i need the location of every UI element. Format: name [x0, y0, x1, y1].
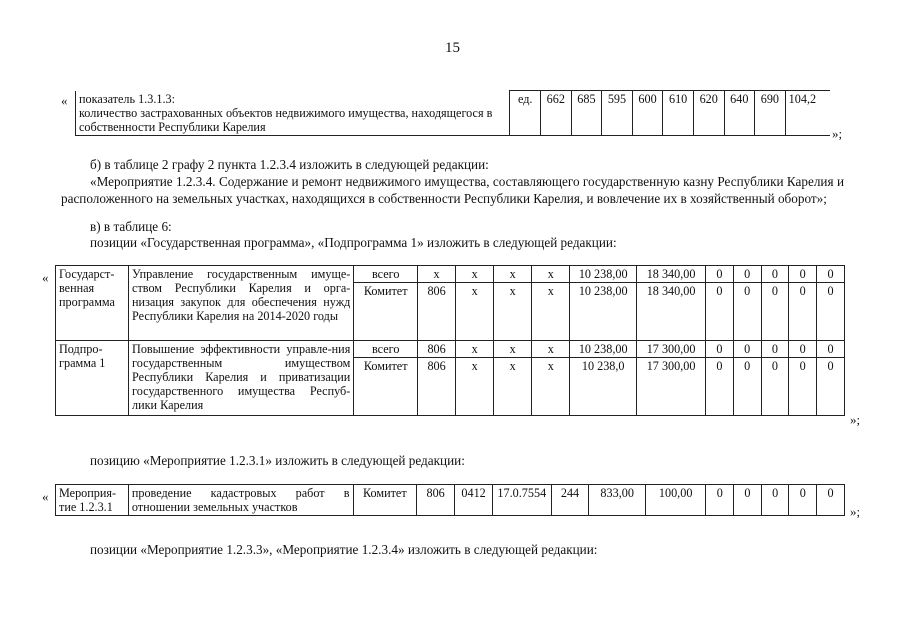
code-cell: х	[456, 266, 494, 283]
open-quote-3: «	[42, 489, 49, 504]
indicator-label: показатель 1.3.1.3:	[79, 91, 175, 106]
code-cell: х	[418, 266, 456, 283]
amount-cell: 0	[734, 485, 762, 516]
amount-cell: 0	[789, 266, 817, 283]
level-cell: Подпро-грамма 1	[56, 341, 129, 416]
value-cell: 104,2	[785, 91, 830, 136]
amount-cell: 0	[789, 341, 817, 358]
amount-cell: 0	[789, 283, 817, 341]
program-table	[55, 265, 845, 416]
amount-cell: 0	[706, 341, 734, 358]
amount-cell: 0	[817, 358, 845, 416]
code-cell: 806	[418, 341, 456, 358]
amount-cell: 0	[706, 485, 734, 516]
source-cell: Комитет	[354, 358, 418, 416]
value-cell: 610	[663, 91, 694, 136]
amount-cell: 0	[706, 283, 734, 341]
para-position-m: позицию «Мероприятие 1.2.3.1» изложить в следующей редакции:	[90, 453, 465, 468]
amount-cell: 0	[733, 341, 761, 358]
amount-cell: 0	[761, 266, 789, 283]
amount-cell: 0	[706, 266, 734, 283]
indicator-table	[75, 90, 830, 136]
amount-cell: 0	[789, 485, 817, 516]
amount-cell: 0	[817, 485, 845, 516]
table-row	[56, 266, 845, 283]
unit-cell: ед.	[510, 91, 541, 136]
amount-cell: 0	[733, 266, 761, 283]
amount-cell: 10 238,0	[570, 358, 637, 416]
name-cell: проведение кадастровых работ в отношении земельных участков	[128, 485, 353, 516]
table-row	[76, 91, 831, 136]
table-row	[56, 341, 845, 358]
code-cell: 806	[417, 485, 455, 516]
source-cell: всего	[354, 266, 418, 283]
amount-cell: 17 300,00	[637, 358, 706, 416]
value-cell: 640	[724, 91, 755, 136]
name-cell: Повышение эффективности управле-ния государственным имуществом Республики Карелия и приватизации государственного имущества Респуб-лики Карелия	[129, 341, 354, 416]
amount-cell: 10 238,00	[570, 266, 637, 283]
code-cell: х	[456, 283, 494, 341]
indicator-desc: количество застрахованных объектов недвижимого имущества, находящегося в собственности Республики Карелия	[79, 105, 493, 134]
code-cell: х	[532, 283, 570, 341]
level-cell: Мероприя-тие 1.2.3.1	[56, 485, 129, 516]
open-quote-2: «	[42, 270, 49, 285]
amount-cell: 0	[761, 485, 789, 516]
amount-cell: 0	[817, 283, 845, 341]
value-cell: 620	[693, 91, 724, 136]
para-quote: «Мероприятие 1.2.3.4. Содержание и ремонт недвижимого имущества, составляющего государственную казну Республики Карелия и расположенного на земельных участках, находящихся в собственности Республики Карелия, и вовлечение их в хозяйственный оборот»;	[61, 174, 844, 206]
source-cell: всего	[354, 341, 418, 358]
code-cell: х	[532, 266, 570, 283]
amount-cell: 18 340,00	[637, 266, 706, 283]
para-v: в) в таблице 6:	[90, 219, 172, 234]
amount-cell: 0	[761, 283, 789, 341]
amount-cell: 0	[733, 283, 761, 341]
amount-cell: 0	[706, 358, 734, 416]
page-number: 15	[445, 40, 460, 56]
value-cell: 595	[602, 91, 633, 136]
close-quote-2: »;	[850, 412, 861, 427]
amount-cell: 10 238,00	[570, 283, 637, 341]
amount-cell: 18 340,00	[637, 283, 706, 341]
amount-cell: 0	[817, 341, 845, 358]
amount-cell: 0	[789, 358, 817, 416]
para-positions: позиции «Государственная программа», «Подпрограмма 1» изложить в следующей редакции:	[90, 235, 617, 250]
code-cell: х	[494, 283, 532, 341]
code-cell: 17.0.7554	[493, 485, 551, 516]
indicator-cell	[76, 91, 510, 136]
code-cell: х	[494, 266, 532, 283]
close-quote-1: »;	[832, 126, 843, 141]
code-cell: 244	[551, 485, 589, 516]
code-cell: 806	[418, 358, 456, 416]
amount-cell: 0	[817, 266, 845, 283]
value-cell: 600	[632, 91, 663, 136]
amount-cell: 0	[733, 358, 761, 416]
code-cell: х	[532, 341, 570, 358]
amount-cell: 833,00	[589, 485, 645, 516]
code-cell: х	[532, 358, 570, 416]
value-cell: 690	[755, 91, 786, 136]
source-cell: Комитет	[354, 283, 418, 341]
source-cell: Комитет	[353, 485, 417, 516]
code-cell: х	[494, 341, 532, 358]
para-positions-m: позиции «Мероприятие 1.2.3.3», «Мероприятие 1.2.3.4» изложить в следующей редакции:	[90, 542, 598, 557]
code-cell: х	[494, 358, 532, 416]
close-quote-3: »;	[850, 504, 861, 519]
level-cell: Государст-венная программа	[56, 266, 129, 341]
code-cell: 0412	[455, 485, 493, 516]
code-cell: х	[456, 341, 494, 358]
code-cell: х	[456, 358, 494, 416]
amount-cell: 17 300,00	[637, 341, 706, 358]
table-row	[56, 485, 845, 516]
para-b: б) в таблице 2 графу 2 пункта 1.2.3.4 изложить в следующей редакции:	[90, 157, 489, 172]
amount-cell: 0	[761, 341, 789, 358]
value-cell: 685	[571, 91, 602, 136]
amount-cell: 100,00	[645, 485, 706, 516]
amount-cell: 10 238,00	[570, 341, 637, 358]
measure-table	[55, 484, 845, 516]
code-cell: 806	[418, 283, 456, 341]
name-cell: Управление государственным имуще-ством Республики Карелия и орга-низация закупок для обеспечения нужд Республики Карелия на 2014-2020 годы	[129, 266, 354, 341]
open-quote-1: «	[61, 93, 68, 108]
amount-cell: 0	[761, 358, 789, 416]
value-cell: 662	[541, 91, 572, 136]
